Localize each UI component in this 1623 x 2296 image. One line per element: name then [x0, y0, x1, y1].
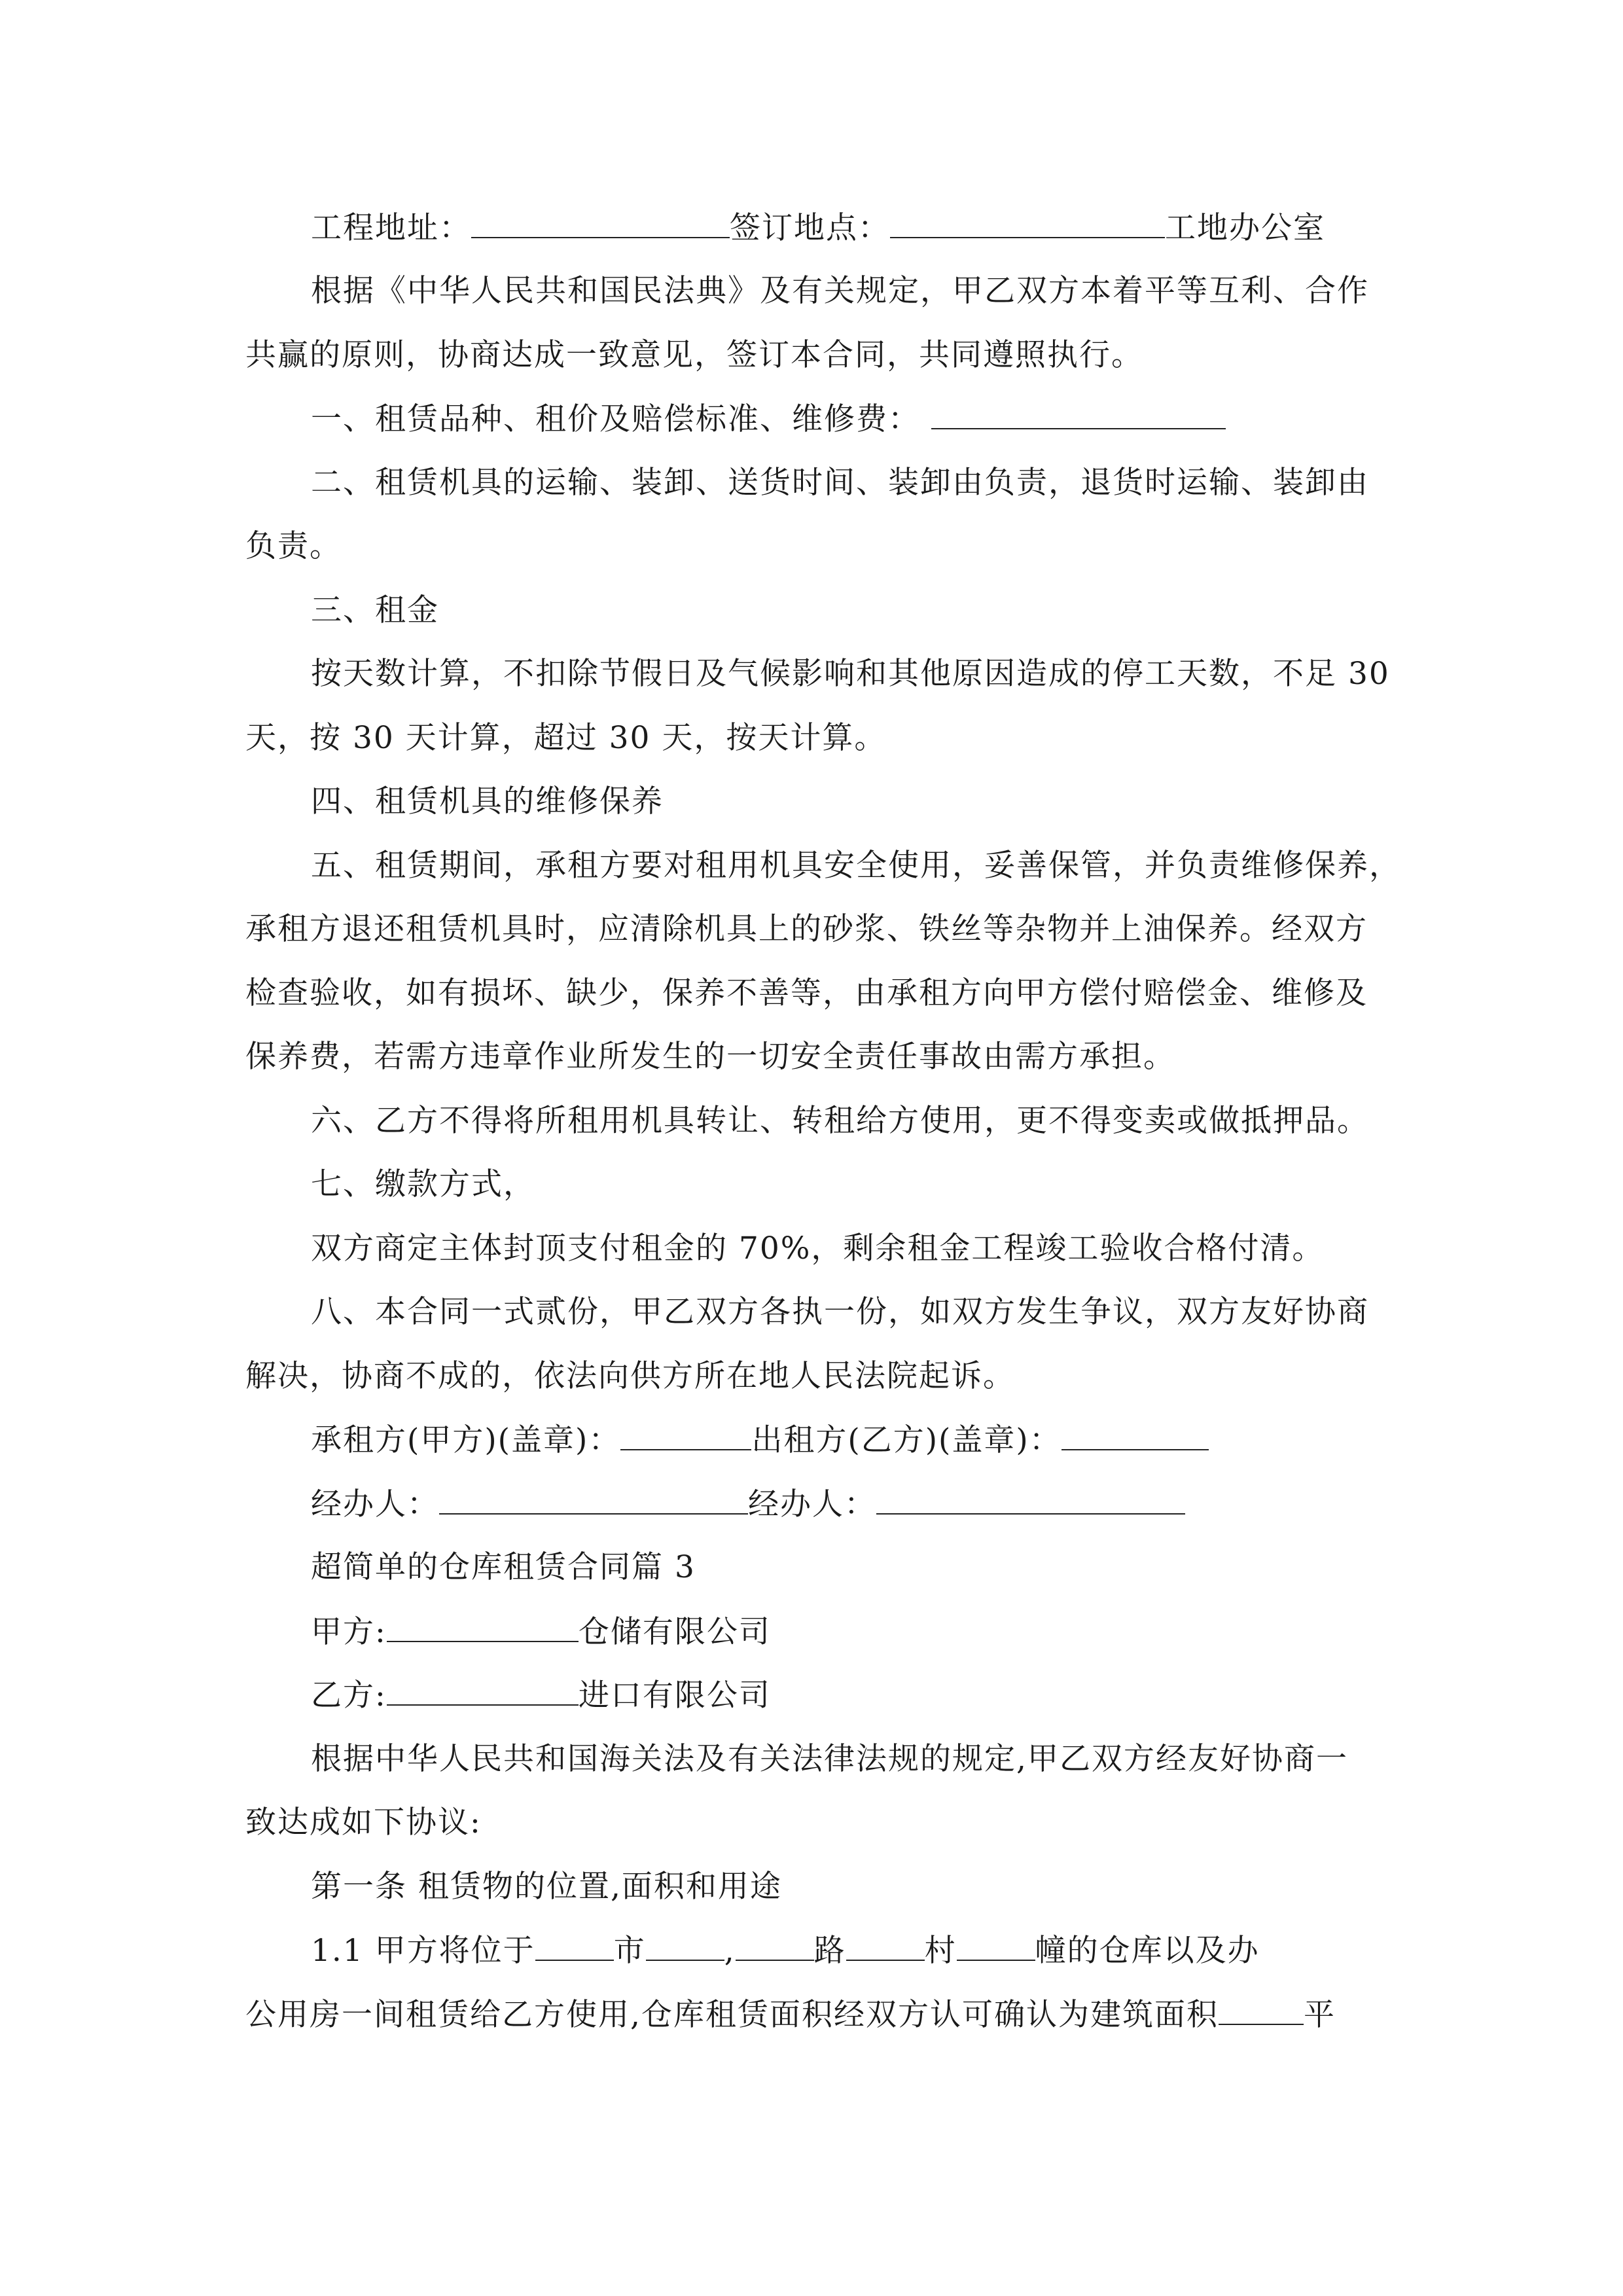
road-label: 路: [813, 1933, 846, 1969]
clause-5-line: 五、租赁期间，承租方要对租用机具安全使用，妥善保管，并负责维修保养，: [311, 848, 1401, 884]
area-text: 公用房一间租赁给乙方使用,仓库租赁面积经双方认可确认为建筑面积: [245, 1997, 1219, 2033]
signing-place-blank: [890, 208, 1165, 238]
party-b-company: 进口有限公司: [578, 1677, 771, 1713]
district-blank: [646, 1931, 724, 1961]
village-label: 村: [924, 1933, 957, 1969]
agent-label-b: 经办人：: [748, 1486, 876, 1522]
paragraph-line: 天，按 30 天计算，超过 30 天，按天计算。: [245, 720, 887, 756]
paragraph-line: 负责。: [245, 528, 342, 564]
party-a-label: 甲方:: [311, 1614, 387, 1650]
paragraph-line: 保养费，若需方违章作业所发生的一切安全责任事故由需方承担。: [245, 1039, 1175, 1075]
clause-1-blank: [931, 399, 1226, 429]
article-1-1-line: [311, 1931, 1391, 1970]
paragraph-line: 致达成如下协议:: [245, 1804, 482, 1840]
paragraph-line: 按天数计算，不扣除节假日及气候影响和其他原因造成的停工天数，不足 30: [311, 656, 1390, 692]
clause-2-line: 二、租赁机具的运输、装卸、送货时间、装卸由负责，退货时运输、装卸由: [311, 465, 1369, 501]
clause-3-heading: 三、租金: [311, 592, 439, 628]
article-1-1-text: 1.1 甲方将位于: [311, 1933, 535, 1969]
lessor-seal-label: 出租方(乙方)(盖章)：: [751, 1422, 1061, 1458]
area-line: [245, 1995, 1391, 2034]
city-blank: [535, 1931, 614, 1961]
agent-line: [311, 1484, 1391, 1524]
paragraph-line: 检查验收，如有损坏、缺少，保养不善等，由承租方向甲方偿付赔偿金、维修及: [245, 975, 1368, 1011]
lessee-seal-blank: [620, 1420, 751, 1450]
paragraph-line: 根据中华人民共和国海关法及有关法律法规的规定,甲乙双方经友好协商一: [311, 1741, 1348, 1777]
project-address-label: 工程地址：: [311, 210, 471, 246]
party-b-line: [311, 1676, 1391, 1715]
road-blank: [736, 1931, 814, 1961]
party-a-blank: [387, 1612, 579, 1642]
clause-6-line: 六、乙方不得将所租用机具转让、转租给方使用，更不得变卖或做抵押品。: [311, 1103, 1369, 1139]
signing-place-label: 签订地点：: [730, 210, 890, 246]
party-b-label: 乙方:: [311, 1677, 387, 1713]
clause-1-text: 一、租赁品种、租价及赔偿标准、维修费：: [311, 401, 920, 437]
paragraph-line: 解决，协商不成的，依法向供方所在地人民法院起诉。: [245, 1358, 1015, 1394]
comma-text: ,: [724, 1933, 736, 1969]
article-1-heading: 第一条 租赁物的位置,面积和用途: [311, 1869, 782, 1905]
lessee-seal-label: 承租方(甲方)(盖章)：: [311, 1422, 621, 1458]
party-a-company: 仓储有限公司: [578, 1614, 771, 1650]
paragraph-line: 双方商定主体封顶支付租金的 70%，剩余租金工程竣工验收合格付清。: [311, 1230, 1325, 1266]
section-title: 超简单的仓库租赁合同篇 3: [311, 1549, 696, 1585]
paragraph-line: 承租方退还租赁机具时，应清除机具上的砂浆、铁丝等杂物并上油保养。经双方: [245, 911, 1368, 947]
area-blank: [1219, 1995, 1304, 2025]
agent-blank-a: [439, 1484, 748, 1515]
clause-4-heading: 四、租赁机具的维修保养: [311, 783, 664, 819]
party-a-line: [311, 1612, 1391, 1651]
signature-seal-line: [311, 1420, 1391, 1460]
agent-label-a: 经办人：: [311, 1486, 439, 1522]
clause-7-heading: 七、缴款方式，: [311, 1166, 535, 1202]
project-address-blank: [471, 208, 730, 238]
village-blank: [846, 1931, 925, 1961]
area-unit-text: 平: [1303, 1997, 1336, 2033]
city-label: 市: [613, 1933, 646, 1969]
building-blank: [957, 1931, 1035, 1961]
clause-1-line: [311, 399, 1391, 439]
clause-8-line: 八、本合同一式贰份，甲乙双方各执一份，如双方发生争议，双方友好协商: [311, 1294, 1369, 1330]
party-b-blank: [387, 1676, 579, 1706]
warehouse-text: 幢的仓库以及办: [1035, 1933, 1260, 1969]
paragraph-line: 根据《中华人民共和国民法典》及有关规定，甲乙双方本着平等互利、合作: [311, 273, 1369, 309]
lessor-seal-blank: [1061, 1420, 1209, 1450]
project-address-line: [311, 208, 1391, 247]
agent-blank-b: [876, 1484, 1185, 1515]
site-office-text: 工地办公室: [1165, 210, 1325, 246]
paragraph-line: 共赢的原则，协商达成一致意见，签订本合同，共同遵照执行。: [245, 337, 1143, 373]
